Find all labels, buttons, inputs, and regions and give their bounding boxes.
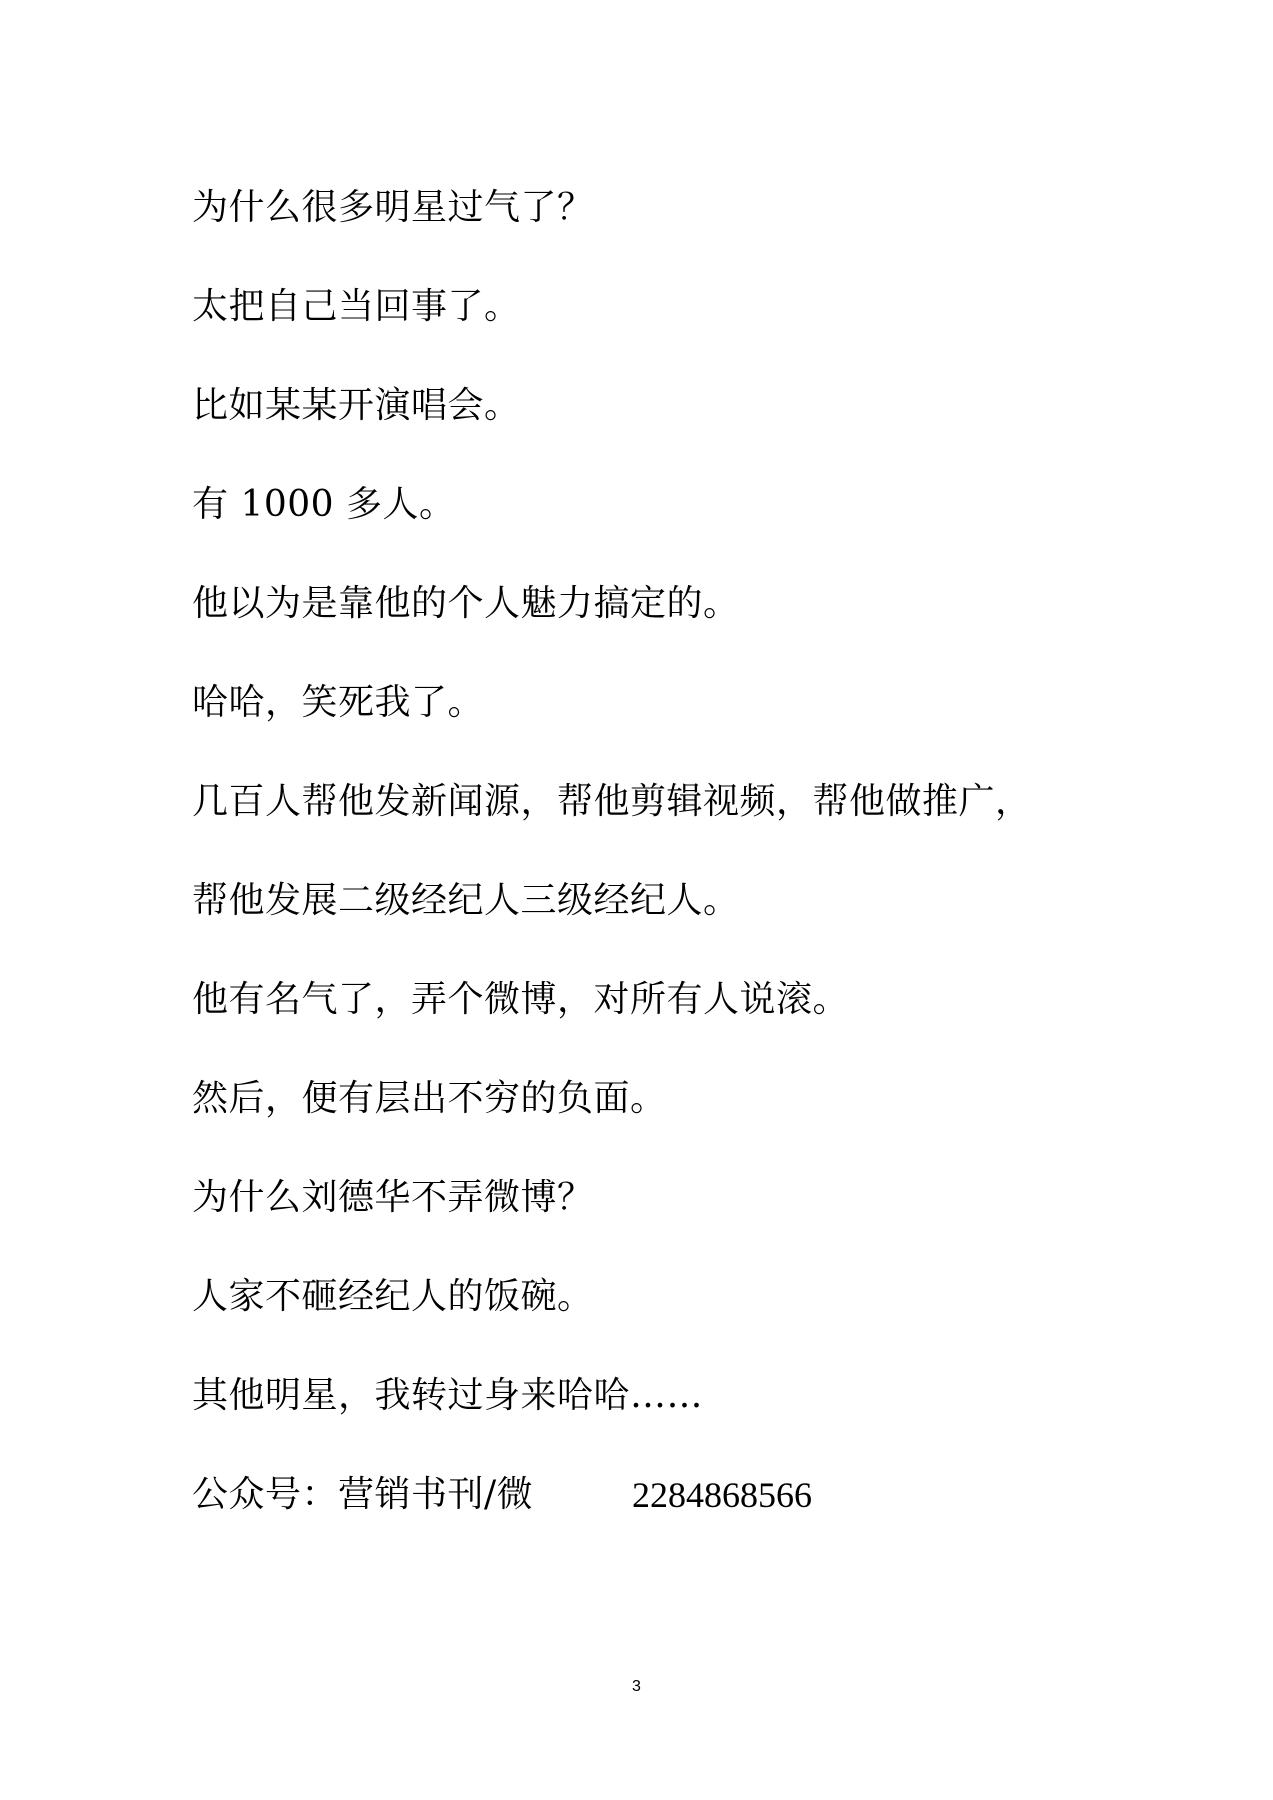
page-number: 3 [632,1678,641,1695]
text-line: 比如某某开演唱会。 [192,385,521,426]
text-line: 有 1000 多人。 [192,484,456,525]
text-line: 他以为是靠他的个人魅力搞定的。 [192,583,740,624]
text-line: 为什么很多明星过气了？ [192,187,594,228]
text-line: 帮他发展二级经纪人三级经纪人。 [192,880,740,921]
text-line: 人家不砸经纪人的饭碗。 [192,1276,594,1317]
text-line: 他有名气了，弄个微博，对所有人说滚。 [192,979,850,1020]
text-line: 为什么刘德华不弄微博？ [192,1177,594,1218]
text-line: 然后，便有层出不穷的负面。 [192,1078,667,1119]
text-line: 其他明星，我转过身来哈哈…… [192,1375,704,1416]
contact-number: 2284868566 [632,1475,812,1515]
text-line: 哈哈，笑死我了。 [192,682,485,723]
text-line: 太把自己当回事了。 [192,286,521,327]
text-line: 几百人帮他发新闻源，帮他剪辑视频，帮他做推广， [192,781,1032,822]
contact-label: 公众号：营销书刊/微 [192,1474,534,1515]
